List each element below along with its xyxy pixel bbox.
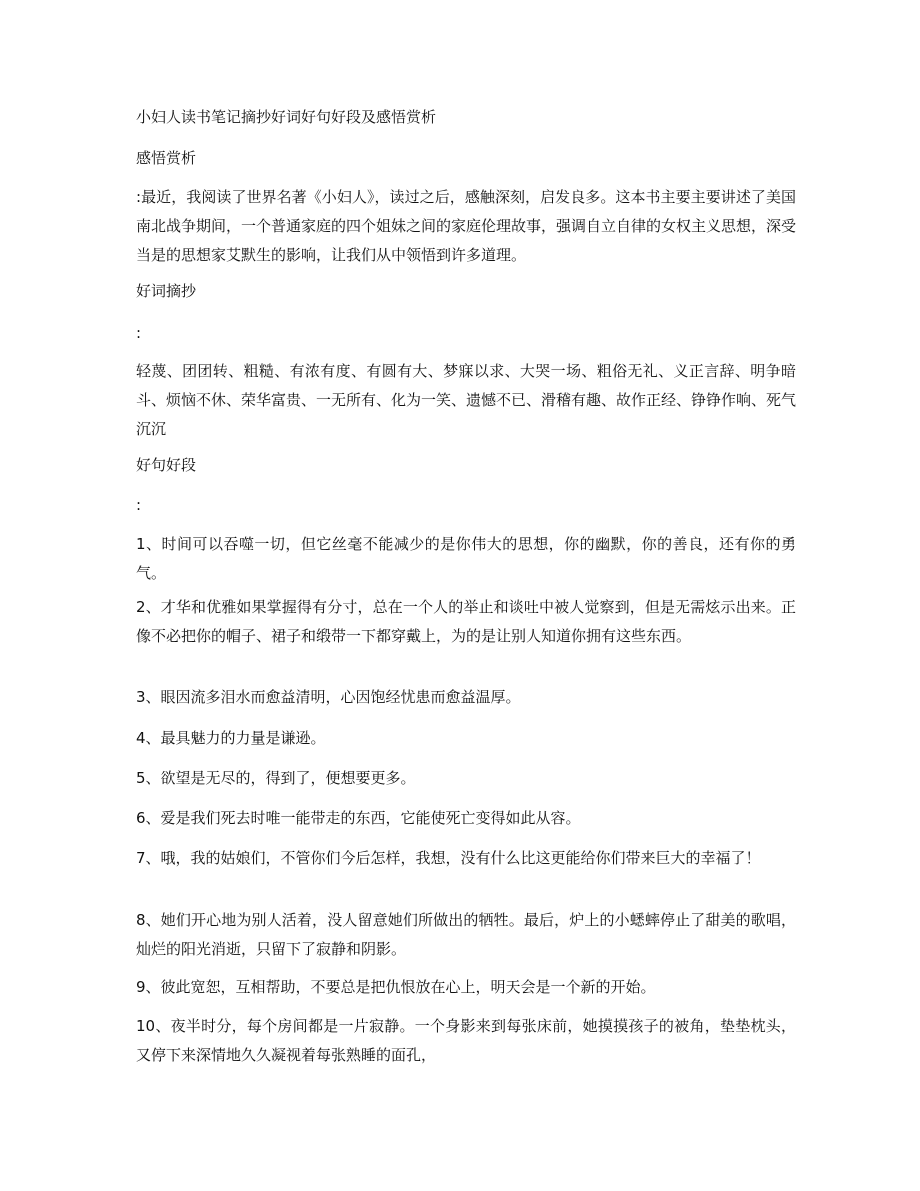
sentence-item-3: 3、眼因流多泪水而愈益清明，心因饱经忧患而愈益温厚。 — [136, 688, 521, 706]
sentences-colon: : — [136, 496, 142, 514]
document-title: 小妇人读书笔记摘抄好词好句好段及感悟赏析 — [136, 108, 437, 126]
words-heading: 好词摘抄 — [136, 282, 197, 300]
sentence-item-1: 1、时间可以吞噬一切，但它丝毫不能减少的是你伟大的思想，你的幽默，你的善良，还有你的勇气。 — [136, 535, 796, 582]
reflection-body: :最近，我阅读了世界名著《小妇人》，读过之后，感触深刻，启发良多。这本书主要主要讲述了美国南北战争期间，一个普通家庭的四个姐妹之间的家庭伦理故事，强调自立自律的女权主义思想，深受当是的思想家艾默生的影响，让我们从中领悟到许多道理。 — [136, 188, 797, 264]
sentence-item-2: 2、才华和优雅如果掌握得有分寸，总在一个人的举止和谈吐中被人觉察到，但是无需炫示出来。正像不必把你的帽子、裙子和缎带一下都穿戴上，为的是让别人知道你拥有这些东西。 — [136, 598, 796, 645]
words-body: 轻蔑、团团转、粗糙、有浓有度、有圆有大、梦寐以求、大哭一场、粗俗无礼、义正言辞、明争暗斗、烦恼不休、荣华富贵、一无所有、化为一笑、遗憾不已、滑稽有趣、故作正经、铮铮作响、死气沉沉 — [136, 362, 797, 438]
sentence-item-7: 7、哦，我的姑娘们，不管你们今后怎样，我想，没有什么比这更能给你们带来巨大的幸福了！ — [136, 849, 761, 867]
sentences-heading: 好句好段 — [136, 456, 197, 474]
sentence-item-5: 5、欲望是无尽的，得到了，便想要更多。 — [136, 769, 416, 787]
reflection-heading: 感悟赏析 — [136, 149, 197, 167]
sentence-item-6: 6、爱是我们死去时唯一能带走的东西，它能使死亡变得如此从容。 — [136, 809, 581, 827]
sentence-item-8: 8、她们开心地为别人活着，没人留意她们所做出的牺牲。最后，炉上的小蟋蟀停止了甜美的歌唱，灿烂的阳光消逝，只留下了寂静和阴影。 — [136, 911, 796, 958]
sentence-item-4: 4、最具魅力的力量是谦逊。 — [136, 729, 326, 747]
words-colon: : — [136, 324, 142, 342]
sentence-item-10: 10、夜半时分，每个房间都是一片寂静。一个身影来到每张床前，她摸摸孩子的被角，垫垫枕头，又停下来深情地久久凝视着每张熟睡的面孔， — [136, 1017, 796, 1064]
sentence-item-9: 9、彼此宽恕，互相帮助，不要总是把仇恨放在心上，明天会是一个新的开始。 — [136, 978, 656, 996]
